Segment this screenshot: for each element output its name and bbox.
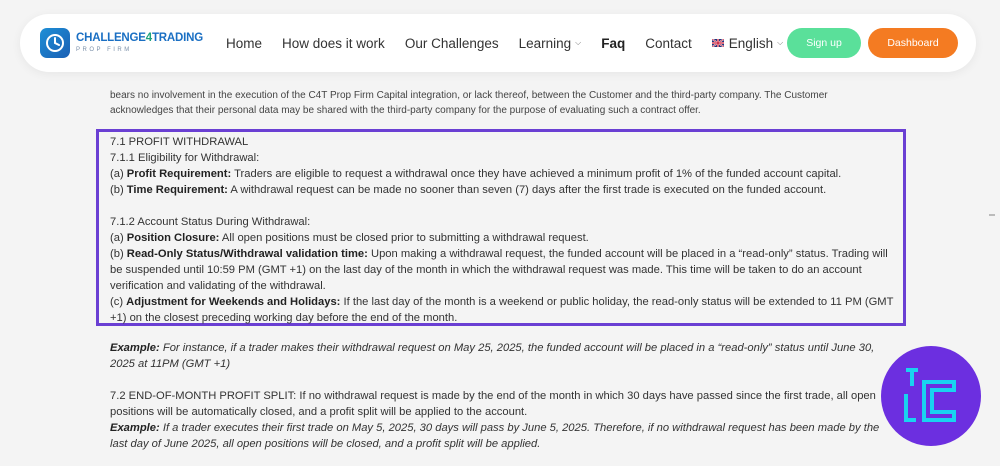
top-navbar (20, 14, 976, 72)
main-menu (226, 14, 803, 72)
language-selector[interactable]: English ⌵ (712, 36, 783, 51)
example-paragraph: Example: For instance, if a trader makes their withdrawal request on May 25, 2025, the funded account will be placed in a “read-only” status until June 30, 2025 at 11PM (GMT +1) (110, 342, 875, 370)
clause-position-closure: (a) Position Closure: All open positions must be closed prior to submitting a withdrawal request. (110, 232, 589, 244)
subsection-eligibility: 7.1.1 Eligibility for Withdrawal: (110, 152, 260, 164)
subsection-account-status: 7.1.2 Account Status During Withdrawal: (110, 216, 311, 228)
site-logo[interactable] (40, 26, 203, 60)
chevron-down-icon: ⌵ (777, 38, 784, 47)
clause-weekend-adjustment: (c) Adjustment for Weekends and Holidays: If the last day of the month is a weekend or public holiday, the read-only status will be extended to 11 PM (GMT +1) on the closest preceding working day before the end of the month. (110, 296, 894, 324)
uk-flag-icon (712, 39, 724, 47)
logo-clock-icon (40, 28, 70, 58)
signup-button[interactable]: Sign up (787, 28, 861, 58)
chevron-down-icon: ⌵ (575, 38, 582, 47)
logo-subtitle: PROP FIRM (76, 46, 132, 53)
section-title: 7.1 PROFIT WITHDRAWAL (110, 136, 249, 148)
nav-home[interactable]: Home (226, 35, 263, 51)
nav-faq[interactable]: Faq (601, 35, 626, 51)
nav-our-challenges[interactable]: Our Challenges (404, 35, 499, 51)
nav-how-it-works[interactable]: How does it work (282, 35, 385, 51)
terms-content (110, 88, 900, 118)
intro-paragraph: bears no involvement in the execution of the C4T Prop Firm Capital integration, or lack thereof, between the Customer and the third-party company. The Customer acknowledges that their personal data may be shared with the third-party company for the purpose of evaluating such a contract offer. (110, 90, 828, 116)
profit-withdrawal-section (110, 134, 900, 326)
profit-split-section (110, 388, 895, 452)
dashboard-button[interactable]: Dashboard (868, 28, 958, 58)
brand-badge-logo-icon[interactable] (881, 346, 981, 446)
profit-split-text: 7.2 END-OF-MONTH PROFIT SPLIT: If no withdrawal request is made by the end of the month in which 30 days have passed since the first trade, all open positions will be automatically closed, and a profit split will be applied to the account. (110, 390, 876, 418)
clause-profit-requirement: (a) Profit Requirement: Traders are eligible to request a withdrawal once they have achieved a minimum profit of 1% of the funded account capital. (110, 168, 842, 180)
scrollbar-marker[interactable] (989, 214, 995, 216)
clause-time-requirement: (b) Time Requirement: A withdrawal request can be made no sooner than seven (7) days after the first trade is executed on the funded account. (110, 184, 827, 196)
logo-title: CHALLENGE4TRADING (76, 32, 203, 45)
profit-split-example: Example: If a trader executes their first trade on May 5, 2025, 30 days will pass by June 5, 2025. Therefore, if no withdrawal request has been made by the last day of June 2025, all open positions will be closed, and a profit split will be applied. (110, 422, 880, 450)
nav-contact[interactable]: Contact (645, 35, 692, 51)
clause-read-only-status: (b) Read-Only Status/Withdrawal validation time: Upon making a withdrawal request, the funded account will be placed in a “read-only” status. Trading will be suspended until 10:59 PM (GMT +1) on the last day of the month in which the withdrawal request was made. This time will be taken to do an account verification and validating of the withdrawal. (110, 248, 888, 292)
nav-learning[interactable]: Learning ⌵ (518, 35, 582, 51)
